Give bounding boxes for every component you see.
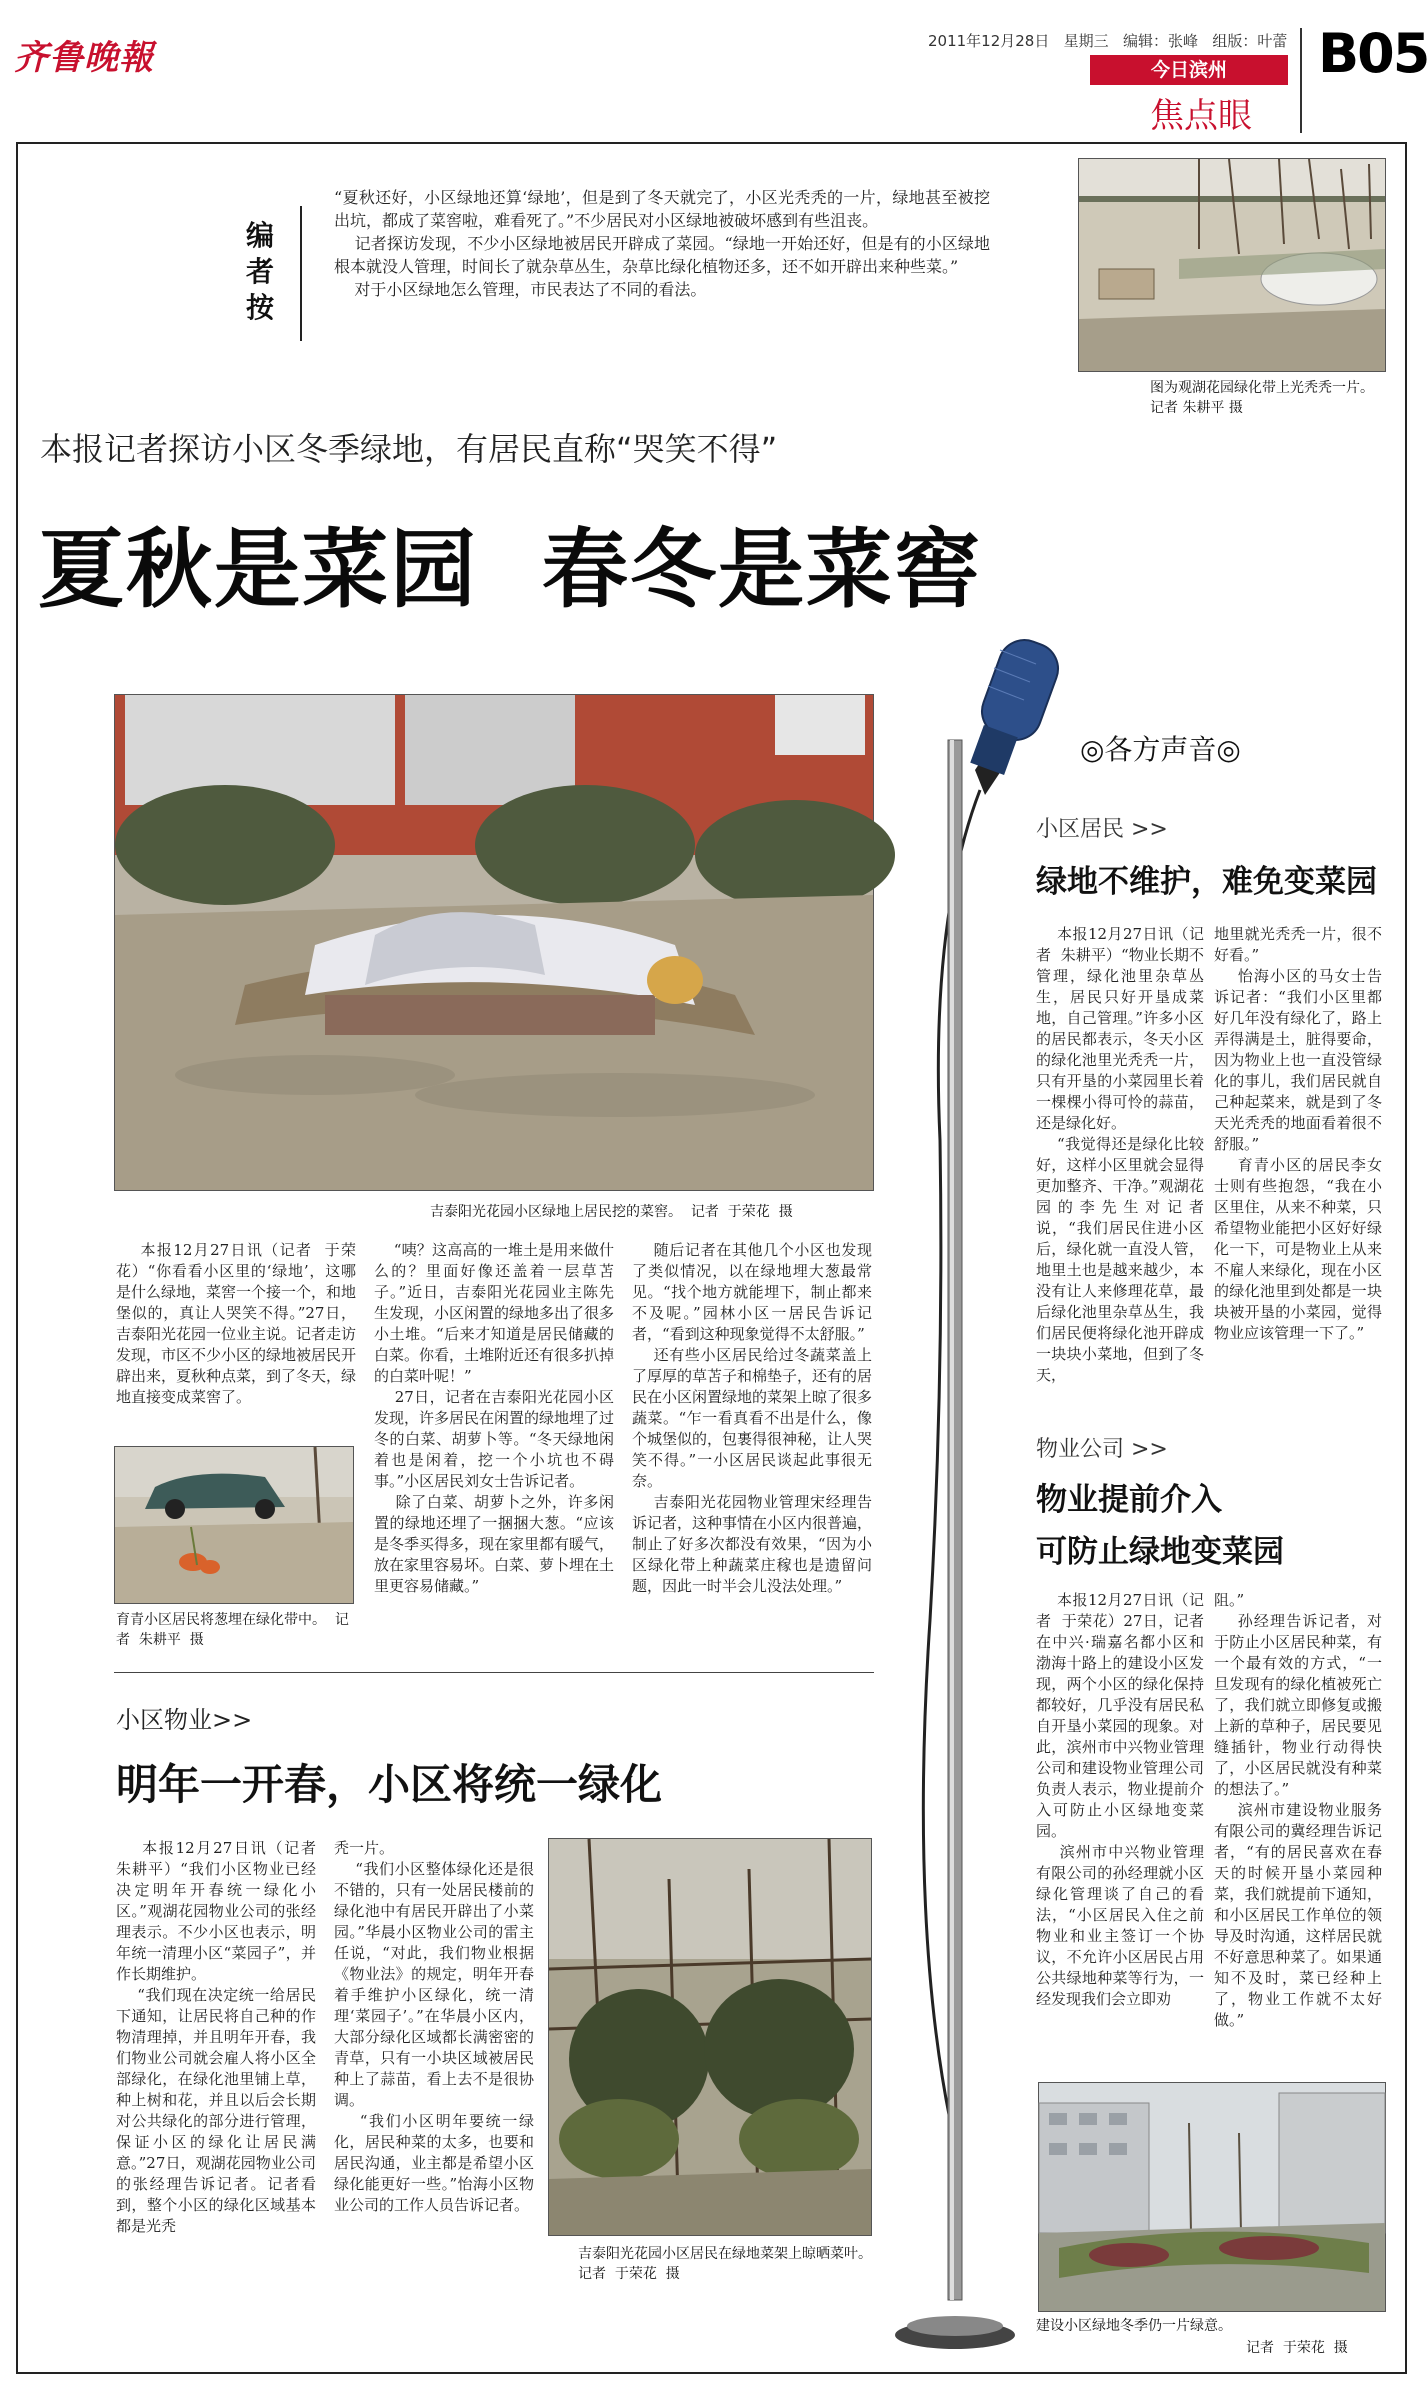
section-badge: 今日滨州: [1090, 55, 1288, 85]
bottom-photo-caption-2: 记者 于荣花 摄: [1246, 2340, 1348, 2356]
editor-note-rule: [300, 206, 302, 341]
photo-green-community: [1038, 2082, 1386, 2312]
editor-note-label: 编者按: [246, 219, 275, 324]
property-photo-caption: 吉泰阳光花园小区居民在绿地菜架上晾晒菜叶。 记者 于荣花 摄: [578, 2246, 881, 2282]
main-article-col1: 本报12月27日讯（记者 于荣花）“你看看小区里的‘绿地’，这哪是什么绿地，菜窖一个接一个，和地堡似的，真让人哭笑不得。”27日，吉泰阳光花园一位业主说。记者走访发现，市区不少小区的绿地被居民开辟出来，夏秋种点菜，到了冬天，绿地直接变成菜窖了。: [116, 1241, 357, 1406]
property-company-col2: 阻。” 孙经理告诉记者，对于防止小区居民种菜，有一个最有效的方式，“一旦发现有的绿化植被死亡了，我们就立即修复或搬上新的草种子，居民要见缝插针，物业行动得快了，小区居民就没有种菜的想法了。” 滨州市建设物业服务有限公司的冀经理告诉记者，“有的居民喜欢在春天的时候开垦小菜园种菜，我们就提前下通知，和小区居民工作单位的领导及时沟通，这样居民就不好意思种菜了。如果通知不及时，菜已经种上了，物业工作就不太好做。”: [1214, 1591, 1382, 2029]
property-company-title-2: 可防止绿地变菜园: [1036, 1534, 1284, 1570]
photo-drying-vegetables: [548, 1838, 872, 2236]
issue-weekday: 星期三: [1063, 32, 1109, 50]
editor-note-text: “夏秋还好，小区绿地还算‘绿地’，但是到了冬天就完了，小区光秃秃的一片，绿地甚至被挖出坑，都成了菜窖啦，难看死了。”不少居民对小区绿地被破坏感到有些沮丧。 记者探访发现，不少小区绿地被居民开辟成了菜园。“绿地一开始还好，但是有的小区绿地根本就没人管理，时间长了就杂草丛生，杂草比绿化植物还多，还不如开辟出来种些菜。” 对于小区绿地怎么管理，市民表达了不同的看法。: [334, 188, 990, 299]
vertical-rule: [1300, 28, 1302, 133]
section-divider: [114, 1672, 874, 1673]
newspaper-logo: 齐鲁晚報: [14, 38, 154, 78]
property-section-col1: 本报12月27日讯（记者 朱耕平）“我们小区物业已经决定明年开春统一绿化小区。”观湖花园物业公司的张经理表示。不少小区也表示，明年统一清理小区“菜园子”，并作长期维护。 “我们现在决定统一给居民下通知，让居民将自己种的作物清理掉，并且明年开春，我们物业公司就会雇人将小区全部绿化，在绿化池里铺上草，种上树和花，并且以后会长期对公共绿化的部分进行管理，保证小区的绿化让居民满意。”27日，观湖花园物业公司的张经理告诉记者。记者看到，整个小区的绿化区域基本都是光秃: [116, 1839, 317, 2235]
issue-meta: [928, 30, 1287, 51]
property-section-col2: 秃一片。 “我们小区整体绿化还是很不错的，只有一处居民楼前的绿化池中有居民开辟出了小菜园。”华晨小区物业公司的雷主任说，“对此，我们物业根据《物业法》的规定，明年开春着手维护小区绿化，统一清理‘菜园子’。”在华晨小区内，大部分绿化区域都长满密密的青草，只有一小块区域被居民种上了蒜苗，看上去不是很协调。 “我们小区明年要统一绿化，居民种菜的太多，也要和居民沟通，业主都是希望小区绿化能更好一些。”怡海小区物业公司的工作人员告诉记者。: [334, 1839, 535, 2214]
photo-bare-greenbelt: [1078, 158, 1386, 372]
microphone-graphic: [880, 620, 1050, 2380]
residents-col1: 本报12月27日讯（记者 朱耕平）“物业长期不管理，绿化池里杂草丛生，居民只好开垦成菜地，自己管理。”许多小区的居民都表示，冬天小区的绿化池里光秃秃一片，只有开垦的小菜园里长着一棵棵小得可怜的蒜苗，还是绿化好。 “我觉得还是绿化比较好，这样小区里就会显得更加整齐、干净。”观湖花园的李先生对记者说，“我们居民住进小区后，绿化就一直没人管，地里土也是越来越少，本没有让人来修理花草，最后绿化池里杂草丛生，我们居民便将绿化池开辟成一块块小菜地，但到了冬天，: [1036, 925, 1204, 1384]
page-number: B05: [1318, 22, 1428, 85]
main-article-col2: “咦？这高高的一堆土是用来做什么的？里面好像还盖着一层草苫子。”近日，吉泰阳光花园业主陈先生发现，小区闲置的绿地多出了很多小土堆。“后来才知道是居民储藏的白菜。你看，土堆附近还有很多扒掉的白菜叶呢！” 27日，记者在吉泰阳光花园小区发现，许多居民在闲置的绿地埋了过冬的白菜、胡萝卜等。“冬天绿地闲着也是闲着，挖一个小坑也不碍事。”小区居民刘女士告诉记者。 除了白菜、胡萝卜之外，许多闲置的绿地还埋了一捆捆大葱。“应该是冬季买得多，现在家里都有暖气，放在家里容易坏。白菜、萝卜埋在土里更容易储藏。”: [374, 1241, 615, 1595]
property-company-col1: 本报12月27日讯（记者 于荣花）27日，记者在中兴·瑞嘉名都小区和渤海十路上的建设小区发现，两个小区的绿化保持都较好，几乎没有居民私自开垦小菜园的现象。对此，滨州市中兴物业管理公司和建设物业管理公司负责人表示，物业提前介入可防止小区绿地变菜园。 滨州市中兴物业管理有限公司的孙经理就小区绿化管理谈了自己的看法，“小区居民入住之前物业和业主签订一个协议，不允许小区居民占用公共绿地种菜等行为，一经发现我们会立即劝: [1036, 1591, 1204, 2008]
residents-title: 绿地不维护，难免变菜园: [1036, 864, 1377, 900]
property-company-title-1: 物业提前介入: [1036, 1482, 1222, 1518]
issue-layout: 组版：叶蕾: [1212, 32, 1288, 50]
headline-main: 夏秋是菜园 春冬是菜窖: [38, 520, 982, 620]
small-photo-caption: 育青小区居民将葱埋在绿化带中。 记者 朱耕平 摄: [116, 1612, 349, 1648]
main-photo-caption: 吉泰阳光花园小区绿地上居民挖的菜窖。 记者 于荣花 摄: [430, 1204, 793, 1220]
residents-tag: 小区居民 >>: [1036, 817, 1168, 842]
property-section-tag: 小区物业>>: [116, 1706, 253, 1734]
bottom-photo-caption-1: 建设小区绿地冬季仍一片绿意。: [1036, 2318, 1232, 2334]
photo-buried-onions: [114, 1446, 354, 1604]
issue-date: 2011年12月28日: [928, 32, 1050, 50]
column-name: 焦点眼: [1150, 96, 1252, 136]
property-company-tag: 物业公司 >>: [1036, 1437, 1168, 1462]
headline-kicker: 本报记者探访小区冬季绿地，有居民直称“哭笑不得”: [40, 430, 778, 468]
top-photo-caption: 图为观湖花园绿化带上光秃秃一片。 记者 朱耕平 摄: [1150, 380, 1374, 416]
residents-col2: 地里就光秃秃一片，很不好看。” 怡海小区的马女士告诉记者：“我们小区里都好几年没有绿化了，路上弄得满是土，脏得要命，因为物业上也一直没管绿化的事儿，我们居民就自己种起菜来，就是到了冬天光秃秃的地面看着很不舒服。” 育青小区的居民李女士则有些抱怨，“我在小区里住，从来不种菜，只希望物业能把小区好好绿化一下，可是物业上从来不雇人来绿化，现在小区的绿化池里到处都是一块块被开垦的小菜园，觉得物业应该管理一下了。”: [1214, 925, 1382, 1342]
issue-editor: 编辑：张峰: [1123, 32, 1199, 50]
voices-label: ◎各方声音◎: [1080, 733, 1241, 766]
photo-vegetable-cellar: [114, 694, 874, 1191]
main-article-col3: 随后记者在其他几个小区也发现了类似情况，以在绿地埋大葱最常见。“找个地方就能埋下，制止都来不及呢。”园林小区一居民告诉记者，“看到这种现象觉得不太舒服。” 还有些小区居民给过冬蔬菜盖上了厚厚的草苫子和棉垫子，还有的居民在小区闲置绿地的菜架上晾了很多蔬菜。“乍一看真看不出是什么，像个城堡似的，包裹得很神秘，让人哭笑不得。”一小区居民谈起此事很无奈。 吉泰阳光花园物业管理宋经理告诉记者，这种事情在小区内很普遍，制止了好多次都没有效果，“因为小区绿化带上种蔬菜庄稼也是遗留问题，因此一时半会儿没法处理。”: [632, 1241, 873, 1595]
property-section-title: 明年一开春，小区将统一绿化: [116, 1760, 663, 1809]
